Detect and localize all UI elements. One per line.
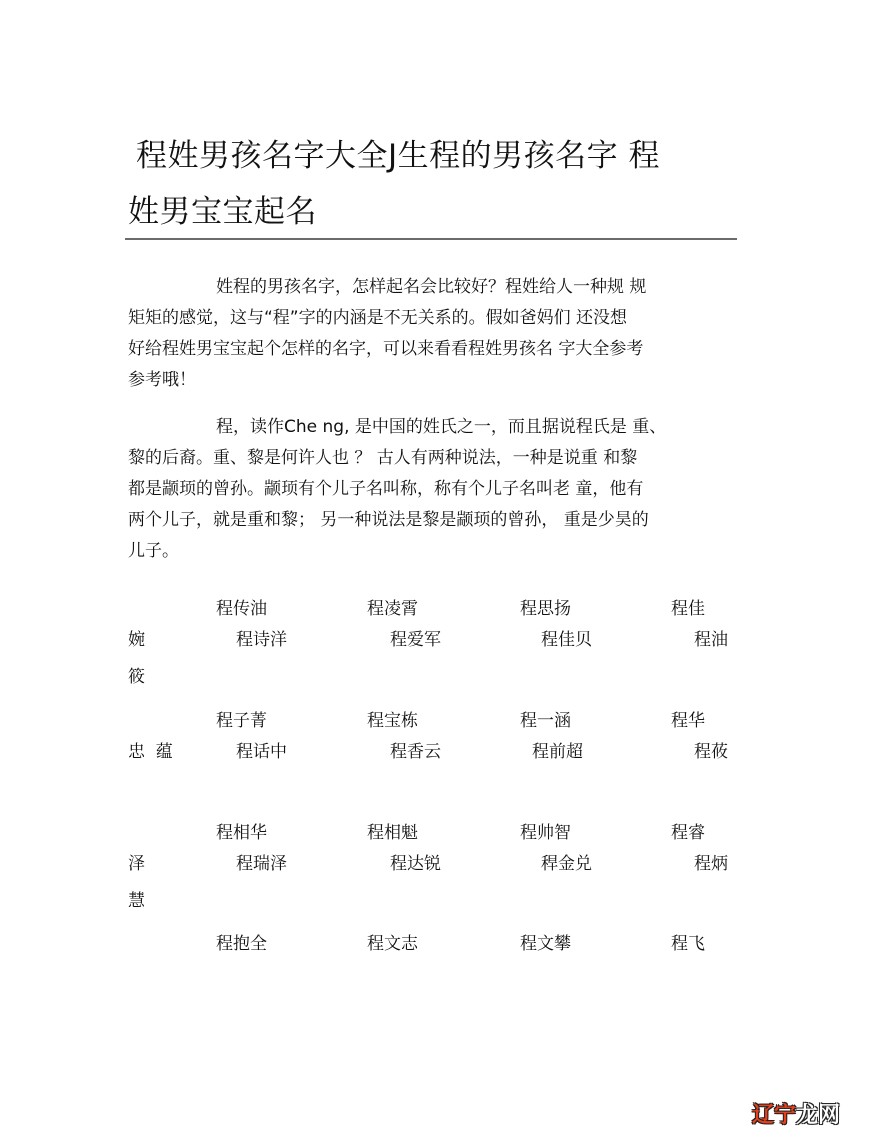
name-item: 程思扬: [520, 599, 571, 619]
name-item: 程爱军: [390, 630, 441, 650]
site-watermark-logo: [752, 1098, 840, 1129]
name-item-continuation: 忠 蕴: [128, 742, 173, 762]
name-list-group-2: [128, 706, 743, 768]
name-item: 程飞: [671, 934, 705, 954]
name-row: [128, 737, 743, 768]
name-row: [128, 625, 743, 656]
name-item: 程宝栋: [367, 711, 418, 731]
name-item: 程传油: [216, 599, 267, 619]
name-item: 程相魁: [367, 823, 418, 843]
name-item-continuation: 婉: [128, 630, 145, 650]
name-item: 程达锐: [390, 854, 441, 874]
paragraph-line: 程，读作Che ng, 是中国的姓氏之一，而且据说程氏是 重、: [216, 417, 667, 437]
paragraph-line: 都是颛顼的曾孙。颛顼有个儿子名叫称，称有个儿子名叫老 童，他有: [128, 479, 644, 499]
name-row: [128, 929, 743, 960]
name-list-group-1: [128, 594, 743, 687]
surname-origin-paragraph: [128, 412, 743, 567]
name-item: 程一涵: [520, 711, 571, 731]
title-underline: [125, 238, 737, 240]
name-item: 程睿: [671, 823, 705, 843]
intro-paragraph: [128, 272, 743, 396]
name-row: [128, 706, 743, 737]
name-item: 程前超: [532, 742, 583, 762]
paragraph-line: 两个儿子，就是重和黎； 另一种说法是黎是颛顼的曾孙， 重是少昊的: [128, 510, 649, 530]
paragraph-line: 黎的后裔。重、黎是何许人也 ？ 古人有两种说法，一种是说重 和黎: [128, 448, 638, 468]
name-item: 程瑞泽: [236, 854, 287, 874]
paragraph-line: 姓程的男孩名字，怎样起名会比较好？程姓给人一种规 规: [216, 277, 647, 297]
watermark-text-red: 辽宁: [752, 1103, 797, 1128]
name-item: 程帅智: [520, 823, 571, 843]
name-item: 程华: [671, 711, 705, 731]
name-list-group-4: [128, 929, 743, 960]
name-item: 程文攀: [520, 934, 571, 954]
title-line-1: 程姓男孩名字大全J生程的男孩名字 程: [136, 138, 660, 174]
name-item: 程文志: [367, 934, 418, 954]
name-row: [128, 594, 743, 625]
paragraph-line: 参考哦！: [128, 370, 196, 390]
name-item-continuation: 筱: [128, 667, 145, 687]
document-title: [128, 128, 748, 240]
name-item-continuation: 泽: [128, 854, 145, 874]
watermark-text-white: 龙网: [796, 1103, 841, 1128]
name-item: 程话中: [236, 742, 287, 762]
name-row: [128, 849, 743, 880]
name-row: [128, 656, 743, 687]
name-item-continuation: 慧: [128, 891, 145, 911]
name-row: [128, 880, 743, 911]
name-list-group-3: [128, 818, 743, 911]
title-line-2: 姓男宝宝起名: [128, 194, 317, 230]
paragraph-line: 好给程姓男宝宝起个怎样的名字，可以来看看程姓男孩名 字大全参考: [128, 339, 644, 359]
name-item: 程油: [694, 630, 728, 650]
name-item: 程佳贝: [541, 630, 592, 650]
name-item: 程子菁: [216, 711, 267, 731]
name-item: 程相华: [216, 823, 267, 843]
name-row: [128, 818, 743, 849]
name-item: 程香云: [390, 742, 441, 762]
name-item: 程炳: [694, 854, 728, 874]
name-item: 稈金兑: [541, 854, 592, 874]
paragraph-line: 儿子。: [128, 541, 179, 561]
name-item: 程莜: [694, 742, 728, 762]
name-item: 程抱全: [216, 934, 267, 954]
name-item: 程凌霄: [367, 599, 418, 619]
name-item: 程诗洋: [236, 630, 287, 650]
paragraph-line: 矩矩的感觉，这与“程”字的内涵是不无关系的。假如爸妈们 还没想: [128, 308, 628, 328]
name-item: 程佳: [671, 599, 705, 619]
